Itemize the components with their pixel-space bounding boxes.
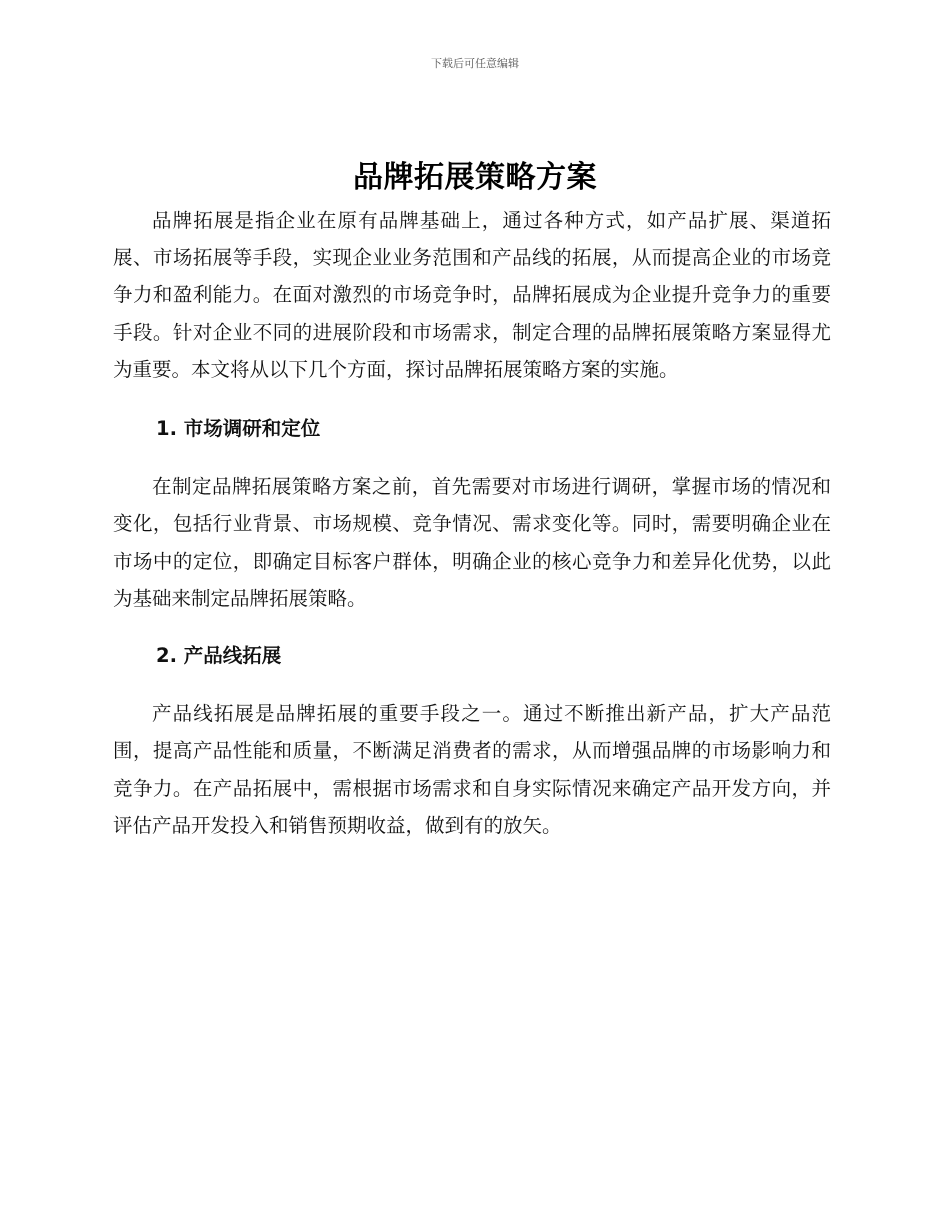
document-title: 品牌拓展策略方案 <box>353 160 597 195</box>
section-heading-product-line: 2. 产品线拓展 <box>156 644 282 668</box>
header-note: 下载后可任意编辑 <box>431 57 519 70</box>
section-heading-market-research: 1. 市场调研和定位 <box>156 417 321 441</box>
section-body-market-research: 在制定品牌拓展策略方案之前，首先需要对市场进行调研，掌握市场的情况和变化，包括行业背景、市场规模、竞争情况、需求变化等。同时，需要明确企业在市场中的定位，即确定目标客户群体，明确企业的核心竞争力和差异化优势，以此为基础来制定品牌拓展策略。 <box>113 475 831 610</box>
intro-paragraph: 品牌拓展是指企业在原有品牌基础上，通过各种方式，如产品扩展、渠道拓展、市场拓展等手段，实现企业业务范围和产品线的拓展，从而提高企业的市场竞争力和盈利能力。在面对激烈的市场竞争时，品牌拓展成为企业提升竞争力的重要手段。针对企业不同的进展阶段和市场需求，制定合理的品牌拓展策略方案显得尤为重要。本文将从以下几个方面，探讨品牌拓展策略方案的实施。 <box>113 209 831 381</box>
section-body-product-line: 产品线拓展是品牌拓展的重要手段之一。通过不断推出新产品，扩大产品范围，提高产品性能和质量，不断满足消费者的需求，从而增强品牌的市场影响力和竞争力。在产品拓展中，需根据市场需求和自身实际情况来确定产品开发方向，并评估产品开发投入和销售预期收益，做到有的放矢。 <box>113 702 831 837</box>
document-body <box>113 202 831 844</box>
